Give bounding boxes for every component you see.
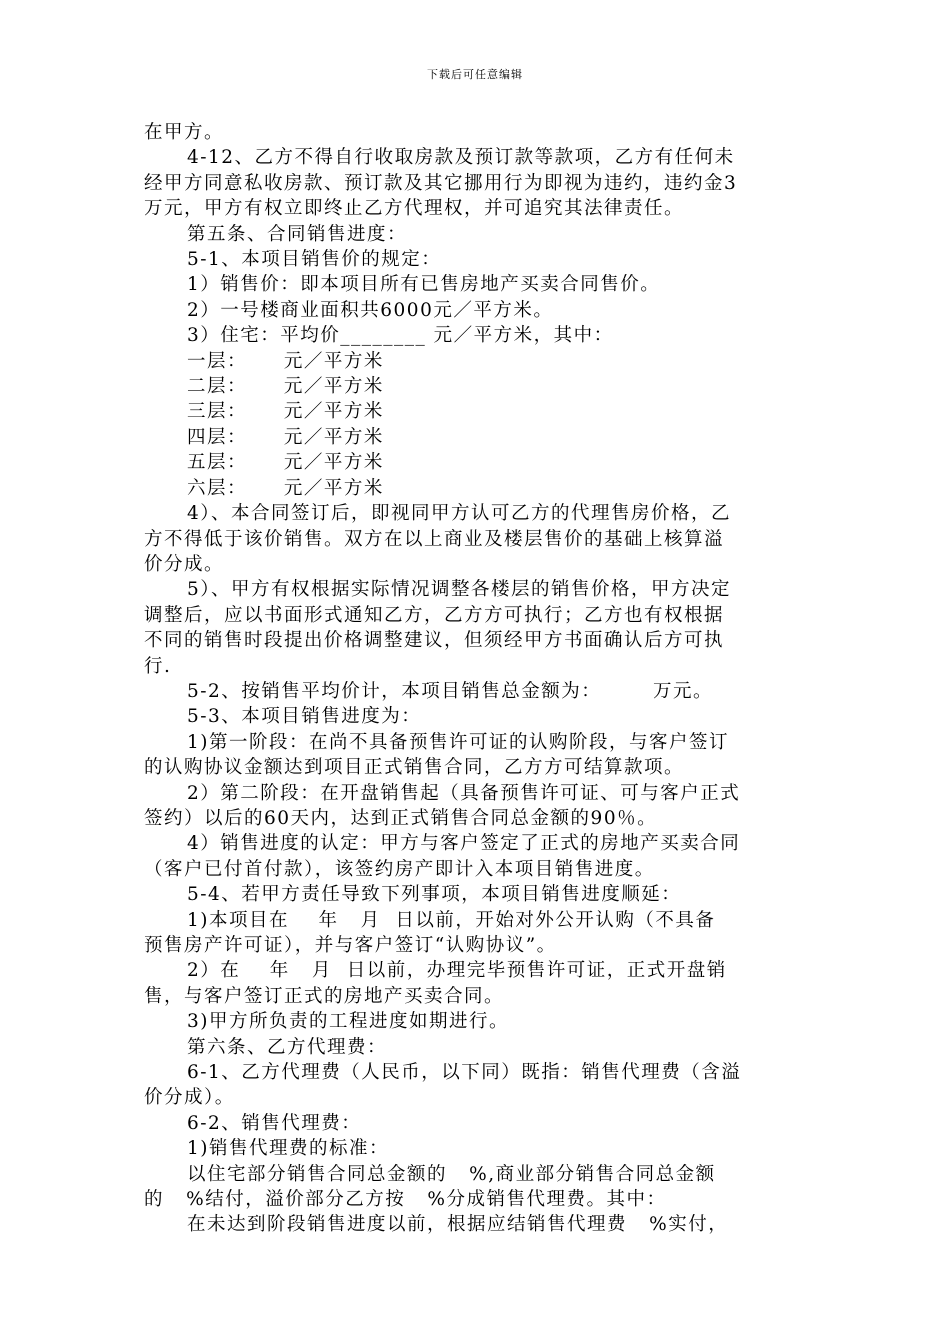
page-header: 下载后可任意编辑: [427, 68, 523, 81]
text-line: 第六条、乙方代理费：: [187, 1036, 388, 1058]
text-line: 3）住宅：平均价________ 元／平方米，其中：: [187, 325, 614, 347]
text-line: 万元，甲方有权立即终止乙方代理权，并可追究其法律责任。: [144, 198, 685, 220]
text-line: 四层： 元／平方米: [187, 426, 384, 448]
text-line: 价分成）。: [144, 1087, 235, 1109]
text-line: 第五条、合同销售进度：: [187, 223, 408, 245]
text-line: 3)甲方所负责的工程进度如期进行。: [187, 1011, 509, 1033]
text-line: 2）第二阶段：在开盘销售起（具备预售许可证、可与客户正式: [187, 782, 741, 804]
text-line: 6-2、销售代理费：: [187, 1112, 362, 1134]
text-line: 在未达到阶段销售进度以前，根据应结销售代理费 %实付，: [187, 1214, 729, 1236]
text-line: （客户已付首付款），该签约房产即计入本项目销售进度。: [144, 858, 655, 880]
text-line: 5-1、本项目销售价的规定：: [187, 249, 442, 271]
text-line: 行.: [144, 655, 172, 677]
text-line: 一层： 元／平方米: [187, 350, 384, 372]
text-line: 六层： 元／平方米: [187, 477, 384, 499]
text-line: 6-1、乙方代理费（人民币，以下同）既指：销售代理费（含溢: [187, 1062, 742, 1084]
text-line: 预售房产许可证），并与客户签订“认购协议”。: [144, 935, 557, 956]
text-line: 签约）以后的60天内，达到正式销售合同总金额的90％。: [144, 807, 658, 829]
text-line: 在甲方。: [144, 122, 225, 143]
text-line: 的认购协议金额达到项目正式销售合同，乙方方可结算款项。: [144, 757, 685, 779]
text-line: 1)销售代理费的标准：: [187, 1138, 389, 1160]
text-line: 1)本项目在 年 月 日以前，开始对外公开认购（不具备: [187, 909, 716, 931]
text-line: 5-4、若甲方责任导致下列事项，本项目销售进度顺延：: [187, 884, 682, 906]
text-line: 价分成。: [144, 553, 225, 575]
text-line: 2）在 年 月 日以前，办理完毕预售许可证，正式开盘销: [187, 960, 727, 982]
text-line: 方不得低于该价销售。双方在以上商业及楼层售价的基础上核算溢: [144, 528, 725, 550]
text-line: 5-2、按销售平均价计，本项目销售总金额为： 万元。: [187, 680, 713, 702]
text-line: 经甲方同意私收房款、预订款及其它挪用行为即视为违约，违约金3: [144, 172, 738, 194]
text-line: 4-12、乙方不得自行收取房款及预订款等款项，乙方有任何未: [187, 147, 735, 169]
text-line: 不同的销售时段提出价格调整建议，但须经甲方书面确认后方可执: [144, 630, 725, 652]
text-line: 4）销售进度的认定：甲方与客户签定了正式的房地产买卖合同: [187, 833, 741, 855]
text-line: 1)第一阶段：在尚不具备预售许可证的认购阶段，与客户签订: [187, 731, 729, 753]
text-line: 的 %结付，溢价部分乙方按 %分成销售代理费。其中：: [144, 1189, 667, 1211]
text-line: 2）一号楼商业面积共6000元／平方米。: [187, 299, 554, 321]
text-line: 售，与客户签订正式的房地产买卖合同。: [144, 985, 505, 1007]
text-line: 以住宅部分销售合同总金额的 %,商业部分销售合同总金额: [187, 1163, 716, 1185]
text-line: 5）、甲方有权根据实际情况调整各楼层的销售价格，甲方决定: [187, 579, 732, 601]
text-line: 二层： 元／平方米: [187, 376, 384, 398]
document-body: [144, 120, 824, 1238]
text-line: 三层： 元／平方米: [187, 401, 384, 423]
text-line: 五层： 元／平方米: [187, 452, 384, 474]
text-line: 调整后，应以书面形式通知乙方，乙方方可执行；乙方也有权根据: [144, 604, 725, 626]
text-line: 4）、本合同签订后，即视同甲方认可乙方的代理售房价格，乙: [187, 503, 732, 525]
text-line: 5-3、本项目销售进度为：: [187, 706, 422, 728]
text-line: 1）销售价：即本项目所有已售房地产买卖合同售价。: [187, 274, 661, 296]
